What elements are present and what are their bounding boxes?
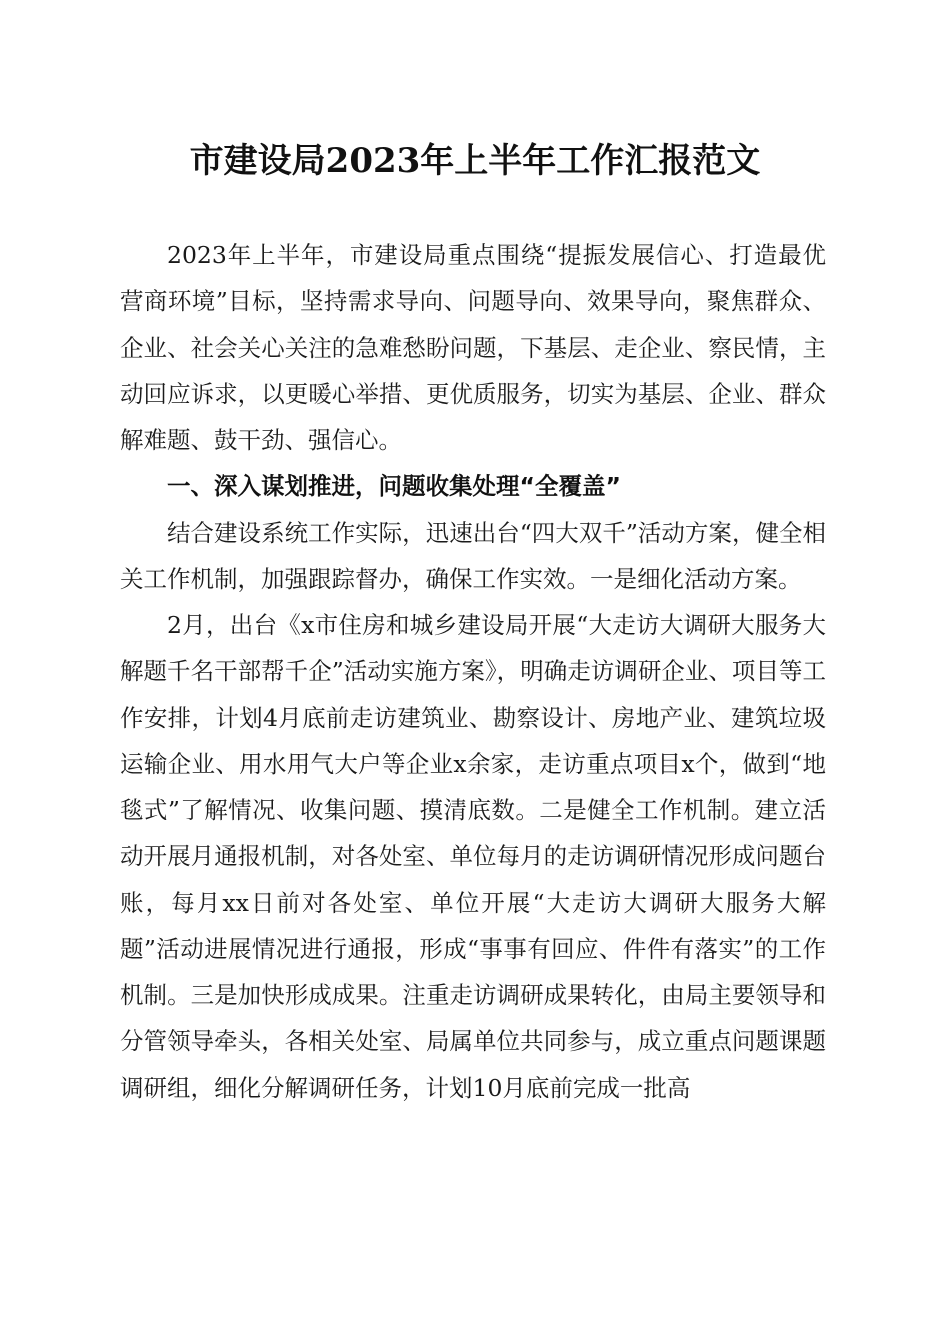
section-heading: 一、深入谋划推进，问题收集处理“全覆盖” (167, 472, 621, 501)
section-paragraph: 2月，出台《x市住房和城乡建设局开展“大走访大调研大服务大解题千名干部帮千企”活动实施方案》，明确走访调研企业、项目等工作安排，计划4月底前走访建筑业、勘察设计、房地产业、建筑垃圾运输企业、用水用气大户等企业x余家，走访重点项目x个，做到“地毯式”了解情况、收集问题、摸清底数。二是健全工作机制。建立活动开展月通报机制，对各处室、单位每月的走访调研情况形成问题台账，每月xx日前对各处室、单位开展“大走访大调研大服务大解题”活动进展情况进行通报，形成“事事有回应、件件有落实”的工作机制。三是加快形成成果。注重走访调研成果转化，由局主要领导和分管领导牵头，各相关处室、局属单位共同参与，成立重点问题课题调研组，细化分解调研任务，计划10月底前完成一批高 (120, 611, 826, 1102)
document-title: 市建设局2023年上半年工作汇报范文 (189, 141, 761, 181)
section-paragraph: 结合建设系统工作实际，迅速出台“四大双千”活动方案，健全相关工作机制，加强跟踪督办，确保工作实效。一是细化活动方案。 (120, 518, 826, 593)
intro-paragraph: 2023年上半年，市建设局重点围绕“提振发展信心、打造最优营商环境”目标，坚持需求导向、问题导向、效果导向，聚焦群众、企业、社会关心关注的急难愁盼问题，下基层、走企业、察民情，主动回应诉求，以更暖心举措、更优质服务，切实为基层、企业、群众解难题、鼓干劲、强信心。 (120, 241, 826, 454)
document-body (120, 232, 826, 1111)
